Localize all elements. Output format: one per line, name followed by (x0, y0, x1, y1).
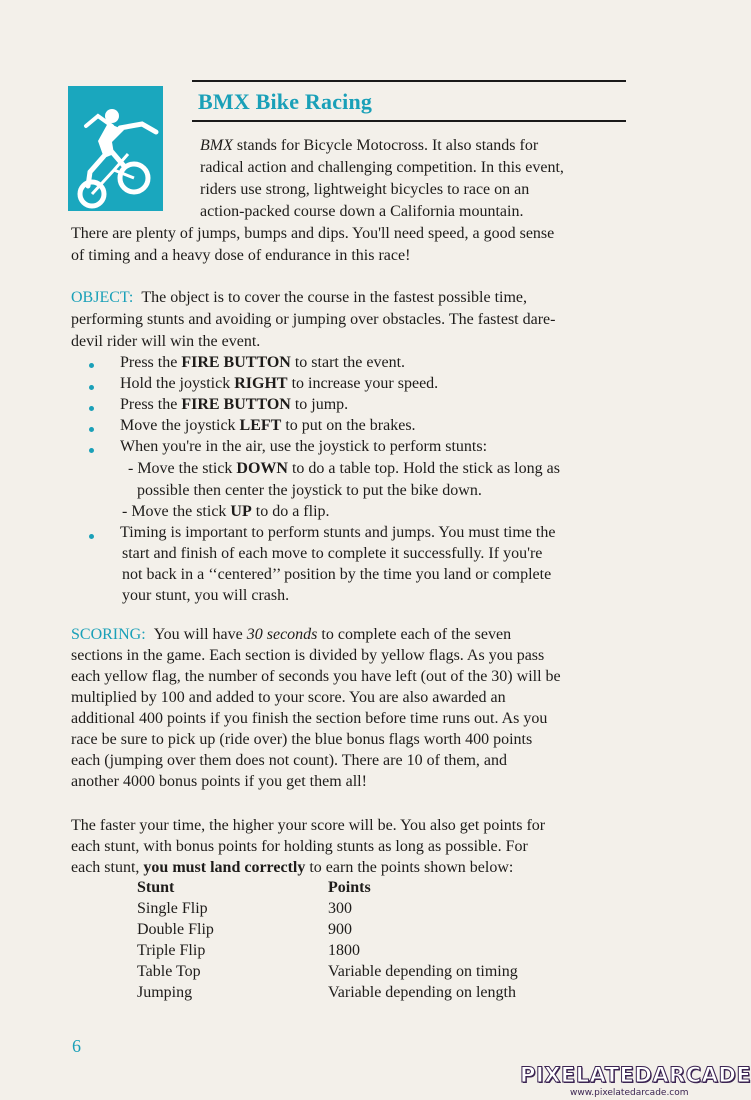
bullet-icon (89, 448, 94, 453)
land-correctly-emphasis: you must land correctly (143, 859, 306, 876)
stunt-instruction-1-post: to do a table top. Hold the stick as long as (287, 460, 560, 477)
scoring-line-4: multiplied by 100 and added to your score. You are also awarded an (71, 689, 506, 706)
table-cell-points: Variable depending on timing (328, 963, 518, 980)
scoring-time-emphasis: 30 seconds (246, 626, 318, 643)
watermark-logo: PIXELATEDARCADE (520, 1063, 751, 1087)
stunt-instruction-2-key: UP (230, 503, 252, 520)
page-title: BMX Bike Racing (198, 89, 373, 114)
control-item-1 (120, 352, 405, 374)
scoring-line-1-pre: You will have (153, 626, 247, 643)
table-cell-stunt: Jumping (137, 984, 193, 1001)
scoring-label: SCORING: (71, 626, 146, 643)
bmx-emphasis: BMX (200, 137, 233, 154)
stunt-instruction-1 (128, 458, 560, 480)
bmx-rider-silhouette (68, 86, 163, 211)
control-item-4-post: to put on the brakes. (281, 417, 416, 434)
stunt-instruction-1-cont: possible then center the joystick to put the bike down. (137, 482, 482, 499)
table-cell-stunt: Table Top (137, 963, 201, 980)
object-text-1: The object is to cover the course in the fastest possible time, (141, 289, 527, 306)
faster-line-3-pre: each stunt, (71, 859, 144, 876)
object-line-1 (71, 287, 527, 309)
faster-line-1: The faster your time, the higher your score will be. You also get points for (71, 817, 546, 834)
stunt-instruction-2-post: to do a flip. (251, 503, 330, 520)
control-item-2-pre: Hold the joystick (120, 375, 235, 392)
timing-line-1: Timing is important to perform stunts and jumps. You must time the (120, 524, 556, 541)
intro-line-3: riders use strong, lightweight bicycles to race on an (200, 181, 530, 198)
scoring-line-8: another 4000 bonus points if you get them all! (71, 773, 367, 790)
control-item-3-key: FIRE BUTTON (181, 396, 291, 413)
table-header-points: Points (328, 879, 371, 896)
scoring-line-3: each yellow flag, the number of seconds you have left (out of the 30) will be (71, 668, 561, 685)
control-item-1-post: to start the event. (290, 354, 406, 371)
scoring-line-5: additional 400 points if you finish the section before time runs out. As you (71, 710, 548, 727)
control-item-2-key: RIGHT (234, 375, 288, 392)
control-item-4-key: LEFT (239, 417, 282, 434)
intro-line-4: action-packed course down a California mountain. (200, 203, 524, 220)
table-header-stunt: Stunt (137, 879, 175, 896)
control-item-4 (120, 415, 416, 437)
stunt-instruction-2-pre: - Move the stick (122, 503, 231, 520)
table-cell-points: Variable depending on length (328, 984, 516, 1001)
watermark-url: www.pixelatedarcade.com (570, 1088, 689, 1098)
control-item-4-pre: Move the joystick (120, 417, 240, 434)
table-cell-stunt: Double Flip (137, 921, 214, 938)
control-item-5: When you're in the air, use the joystick to perform stunts: (120, 438, 488, 455)
faster-line-3-post: to earn the points shown below: (305, 859, 514, 876)
object-line-2: performing stunts and avoiding or jumping over obstacles. The fastest dare- (71, 311, 556, 328)
intro-line-5: There are plenty of jumps, bumps and dips. You'll need speed, a good sense (71, 225, 555, 242)
timing-line-3: not back in a ‘‘centered’’ position by the time you land or complete (122, 566, 552, 583)
scoring-line-7: each (jumping over them does not count). There are 10 of them, and (71, 752, 508, 769)
page-number: 6 (72, 1036, 81, 1056)
control-item-2 (120, 373, 438, 395)
control-item-1-key: FIRE BUTTON (181, 354, 291, 371)
control-item-1-pre: Press the (120, 354, 182, 371)
timing-line-2: start and finish of each move to complete it successfully. If you're (122, 545, 543, 562)
scoring-line-2: sections in the game. Each section is divided by yellow flags. As you pass (71, 647, 545, 664)
control-item-3-post: to jump. (290, 396, 349, 413)
intro-line-1 (200, 135, 538, 157)
bullet-icon (89, 406, 94, 411)
stunt-instruction-2 (122, 501, 330, 523)
faster-line-3 (71, 857, 513, 879)
bullet-icon (89, 534, 94, 539)
intro-line-6: of timing and a heavy dose of endurance in this race! (71, 247, 411, 264)
bullet-icon (89, 427, 94, 432)
table-cell-stunt: Single Flip (137, 900, 208, 917)
header-rule-top (192, 80, 626, 82)
table-cell-points: 300 (328, 900, 352, 917)
table-cell-stunt: Triple Flip (137, 942, 206, 959)
control-item-3-pre: Press the (120, 396, 182, 413)
stunt-instruction-1-pre: - Move the stick (128, 460, 237, 477)
intro-line-2: radical action and challenging competition. In this event, (200, 159, 564, 176)
timing-line-4: your stunt, you will crash. (122, 587, 290, 604)
object-line-3: devil rider will win the event. (71, 333, 261, 350)
bmx-rider-icon (68, 86, 163, 211)
control-item-2-post: to increase your speed. (287, 375, 439, 392)
bullet-icon (89, 363, 94, 368)
header-rule-bottom (192, 120, 626, 122)
scoring-line-1-post: to complete each of the seven (317, 626, 512, 643)
intro-line-1-rest: stands for Bicycle Motocross. It also stands for (232, 137, 539, 154)
stunt-instruction-1-key: DOWN (236, 460, 288, 477)
bullet-icon (89, 385, 94, 390)
object-label: OBJECT: (71, 289, 134, 306)
faster-line-2: each stunt, with bonus points for holding stunts as long as possible. For (71, 838, 528, 855)
scoring-line-1 (71, 624, 511, 646)
control-item-3 (120, 394, 348, 416)
table-cell-points: 1800 (328, 942, 360, 959)
scoring-line-6: race be sure to pick up (ride over) the blue bonus flags worth 400 points (71, 731, 533, 748)
table-cell-points: 900 (328, 921, 352, 938)
